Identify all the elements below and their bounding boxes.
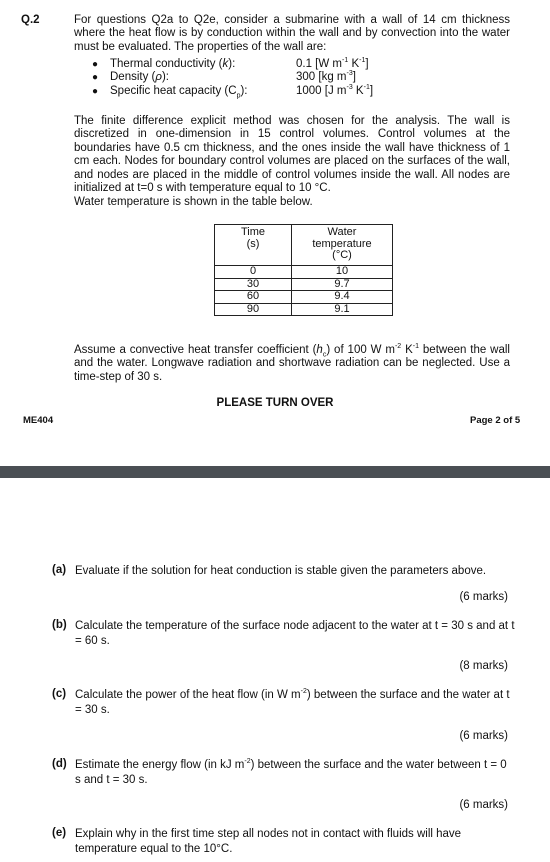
intro-paragraph: For questions Q2a to Q2e, consider a submarine with a wall of 14 cm thickness where the heat flow is by conduction within the wall and by convection into the water must be evaluated. The properties of the wall are: — [74, 14, 510, 53]
bullet-icon: ● — [92, 59, 99, 70]
question-c-text: Calculate the power of the heat flow (in W $m^{-2}$) between the surface and the water at t = 30 s. — [75, 688, 510, 716]
question-b-text: Calculate the temperature of the surface node adjacent to the water at t = 30 s and at t = 60 s. — [75, 620, 515, 647]
page-number: Page 2 of 5 — [470, 415, 521, 426]
water-table-intro: Water temperature is shown in the table below. — [74, 196, 313, 208]
question-d-text: Estimate the energy flow (in kJ $m^{-2}$) between the surface and the water between t = 0 s and t = 30 s. — [75, 758, 507, 786]
question-e-text: Explain why in the first time step all nodes not in contact with fluids will have temperature equal to the 10°C. — [75, 828, 462, 855]
question-number: Q.2 — [21, 14, 40, 26]
page-separator — [0, 466, 550, 478]
property-value: 300 [kg $m^{-3}$] — [296, 70, 356, 84]
property-item — [92, 58, 512, 71]
header-water-temperature: Water temperature (°C) — [292, 225, 393, 266]
question-d-marks: (6 marks) — [459, 799, 508, 811]
time-cell: 30 — [215, 278, 292, 291]
header-time: Time (s) — [215, 225, 292, 266]
property-name: Density (ρ): — [110, 71, 169, 84]
temperature-cell: 9.7 — [292, 278, 393, 291]
property-name: Thermal conductivity (k): — [110, 58, 236, 70]
method-paragraph: The finite difference explicit method was chosen for the analysis. The wall is discretized in one-dimension in 15 control volumes. Control volumes at the boundaries have 0.5 cm thickness, and the ones inside the wall have thickness of 1 cm each. Nodes for boundary control volumes are placed on the surfaces of the wall, and nodes are placed in the middle of control volumes inside the wall. All nodes are initialized at t=0 s with temperature equal to 10 °C. — [74, 115, 510, 195]
bullet-icon: ● — [92, 85, 99, 97]
table-row — [215, 266, 393, 279]
property-value: 0.1 [W $m^{-1}$ $K^{-1}$] — [296, 57, 369, 70]
property-name: Specific heat capacity $(C_p)$: — [110, 84, 248, 100]
time-cell: 90 — [215, 303, 292, 316]
question-a-marks: (6 marks) — [459, 591, 508, 603]
course-code: ME404 — [23, 415, 54, 426]
table-row — [215, 291, 393, 304]
question-b-marks: (8 marks) — [459, 660, 508, 672]
turn-over-notice: PLEASE TURN OVER — [216, 397, 334, 409]
question-e-label: (e) — [52, 827, 67, 839]
time-cell: 0 — [215, 266, 292, 279]
bullet-icon: ● — [92, 72, 99, 84]
properties-list — [92, 58, 512, 98]
question-c-label: (c) — [52, 688, 67, 700]
temperature-cell: 9.1 — [292, 303, 393, 316]
question-a-label: (a) — [52, 564, 67, 576]
time-cell: 60 — [215, 291, 292, 304]
table-row — [215, 303, 393, 316]
question-a-text: Evaluate if the solution for heat conduction is stable given the parameters above. — [75, 565, 487, 577]
question-d-label: (d) — [52, 758, 67, 770]
property-item — [92, 71, 512, 84]
table-header-row — [215, 225, 393, 266]
table-row — [215, 278, 393, 291]
assumption-paragraph: Assume a convective heat transfer coefficient $(h_c)$ of 100 W $m^{-2}$ $K^{-1}$ between the wall and the water. Longwave radiation and shortwave radiation can be neglected. Use a time-step of 30 s. — [74, 343, 510, 383]
temperature-cell: 10 — [292, 266, 393, 279]
temperature-cell: 9.4 — [292, 291, 393, 304]
property-value: 1000 [J $m^{-3}$ $K^{-1}$] — [296, 83, 374, 97]
question-b-label: (b) — [52, 619, 67, 631]
property-item — [92, 85, 512, 98]
water-temperature-table — [214, 224, 393, 316]
question-c-marks: (6 marks) — [459, 730, 508, 742]
